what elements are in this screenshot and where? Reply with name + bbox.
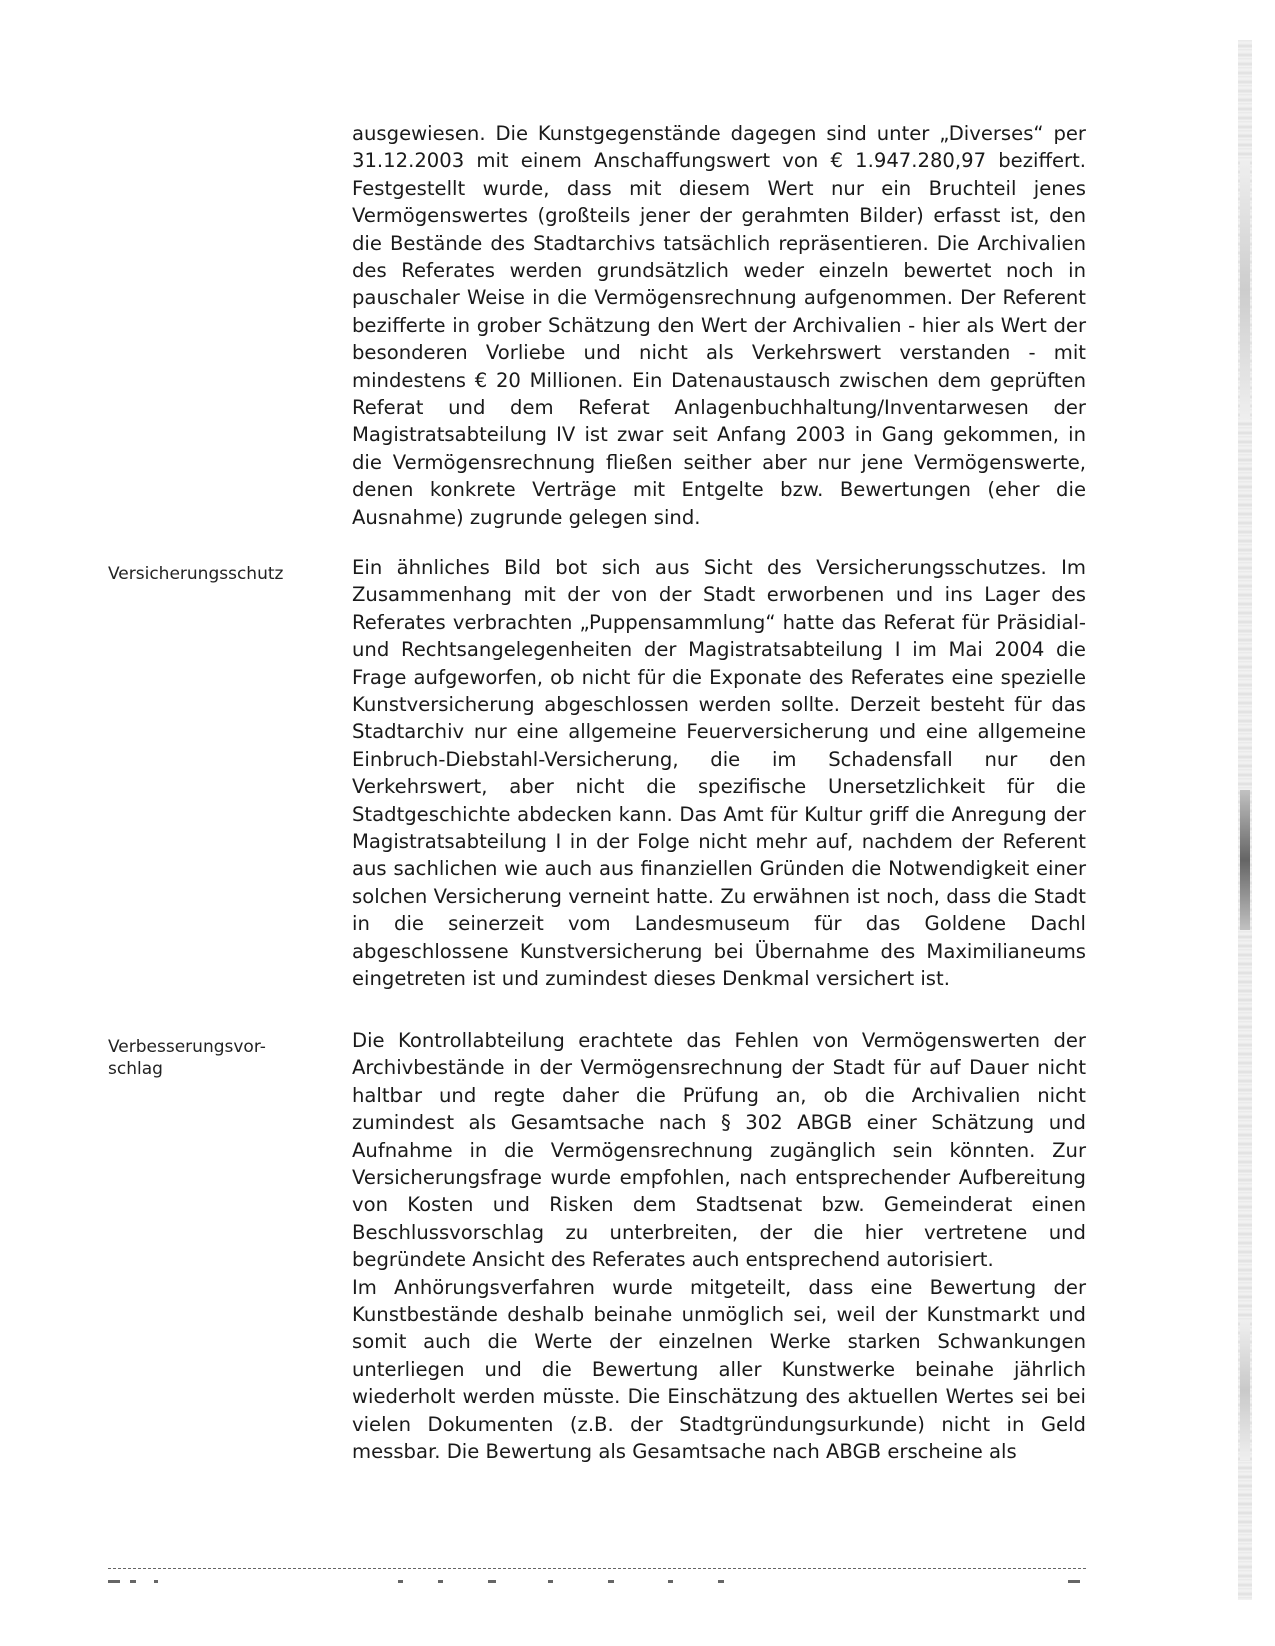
paragraph-text: Die Kontrollabteilung erachtete das Fehlen von Vermögenswerten der Archivbestände in der Vermögensrechnung der Stadt für auf Dauer nicht haltbar und regte daher die Prüfung an, ob die Archivalien nicht zumindest als Gesamtsache nach § 302 ABGB einer Schätzung und Aufnahme in die Vermögensrechnung zugänglich sein könnten. Zur Versicherungsfrage wurde empfohlen, nach entsprechender Aufbereitung von Kosten und Risken dem Stadtsenat bzw. Gemeinderat einen Beschlussvorschlag zu unterbreiten, der die hier vertretene und begründete Ansicht des Referates auch entsprechend autorisiert. [352, 1029, 1086, 1272]
scan-edge-shadow [1238, 40, 1252, 1600]
margin-label-verbesserungsvorschlag [108, 1036, 298, 1080]
paragraph-text: Im Anhörungsverfahren wurde mitgeteilt, dass eine Bewertung der Kunstbestände deshalb beinahe unmöglich sei, weil der Kunstmarkt und somit auch die Werte der einzelnen Werke starken Schwankungen unterliegen und die Bewertung aller Kunstwerke beinahe jährlich wiederholt werden müsste. Die Einschätzung des aktuellen Wertes sei bei vielen Dokumenten (z.B. der Stadtgründungsurkunde) nicht in Geld messbar. Die Bewertung als Gesamtsache nach ABGB erscheine als [352, 1275, 1086, 1464]
margin-label-text: Verbesserungsvor- schlag [108, 1037, 266, 1079]
margin-label-versicherungsschutz: Versicherungsschutz [108, 564, 284, 584]
section-versicherungsschutz [352, 554, 1086, 993]
footer-divider [108, 1568, 1086, 1569]
section-verbesserungsvorschlag [352, 1027, 1086, 1466]
intro-paragraph [352, 120, 1086, 531]
footer-cropped-text [108, 1578, 1086, 1588]
paragraph-text: ausgewiesen. Die Kunstgegenstände dagegen sind unter „Diverses“ per 31.12.2003 mit einem Anschaffungswert von € 1.947.280,97 beziffert. Festgestellt wurde, dass mit diesem Wert nur ein Bruchteil jenes Vermögenswertes (großteils jener der gerahmten Bilder) erfasst ist, den die Bestände des Stadtarchivs tatsächlich repräsentieren. Die Archivalien des Referates werden grundsätzlich weder einzeln bewertet noch in pauschaler Weise in die Vermögensrechnung aufgenommen. Der Referent bezifferte in grober Schätzung den Wert der Archivalien - hier als Wert der besonderen Vorliebe und nicht als Verkehrswert verstanden - mit mindestens € 20 Millionen. Ein Datenaustausch zwischen dem geprüften Referat und dem Referat Anlagenbuchhaltung/Inventarwesen der Magistratsabteilung IV ist zwar seit Anfang 2003 in Gang gekommen, in die Vermögensrechnung fließen seither aber nur jene Vermögenswerte, denen konkrete Verträge mit Entgelte bzw. Bewertungen (eher die Ausnahme) zugrunde gelegen sind. [352, 122, 1086, 529]
paragraph-text: Ein ähnliches Bild bot sich aus Sicht des Versicherungsschutzes. Im Zusammenhang mit der von der Stadt erworbenen und ins Lager des Referates verbrachten „Puppensammlung“ hatte das Referat für Präsidial- und Rechtsangelegenheiten der Magistratsabteilung I im Mai 2004 die Frage aufgeworfen, ob nicht für die Exponate des Referates eine spezielle Kunstversicherung abgeschlossen werden sollte. Derzeit besteht für das Stadtarchiv nur eine allgemeine Feuerversicherung und eine allgemeine Einbruch-Diebstahl-Versicherung, die im Schadensfall nur den Verkehrswert, aber nicht die spezifische Unersetzlichkeit für die Stadtgeschichte abdecken kann. Das Amt für Kultur griff die Anregung der Magistratsabteilung I in der Folge nicht mehr auf, nachdem der Referent aus sachlichen wie auch aus finanziellen Gründen die Notwendigkeit einer solchen Versicherung verneint hatte. Zu erwähnen ist noch, dass die Stadt in die seinerzeit vom Landesmuseum für das Goldene Dachl abgeschlossene Kunstversicherung bei Übernahme des Maximilianeums eingetreten ist und zumindest dieses Denkmal versichert ist. [352, 556, 1086, 991]
